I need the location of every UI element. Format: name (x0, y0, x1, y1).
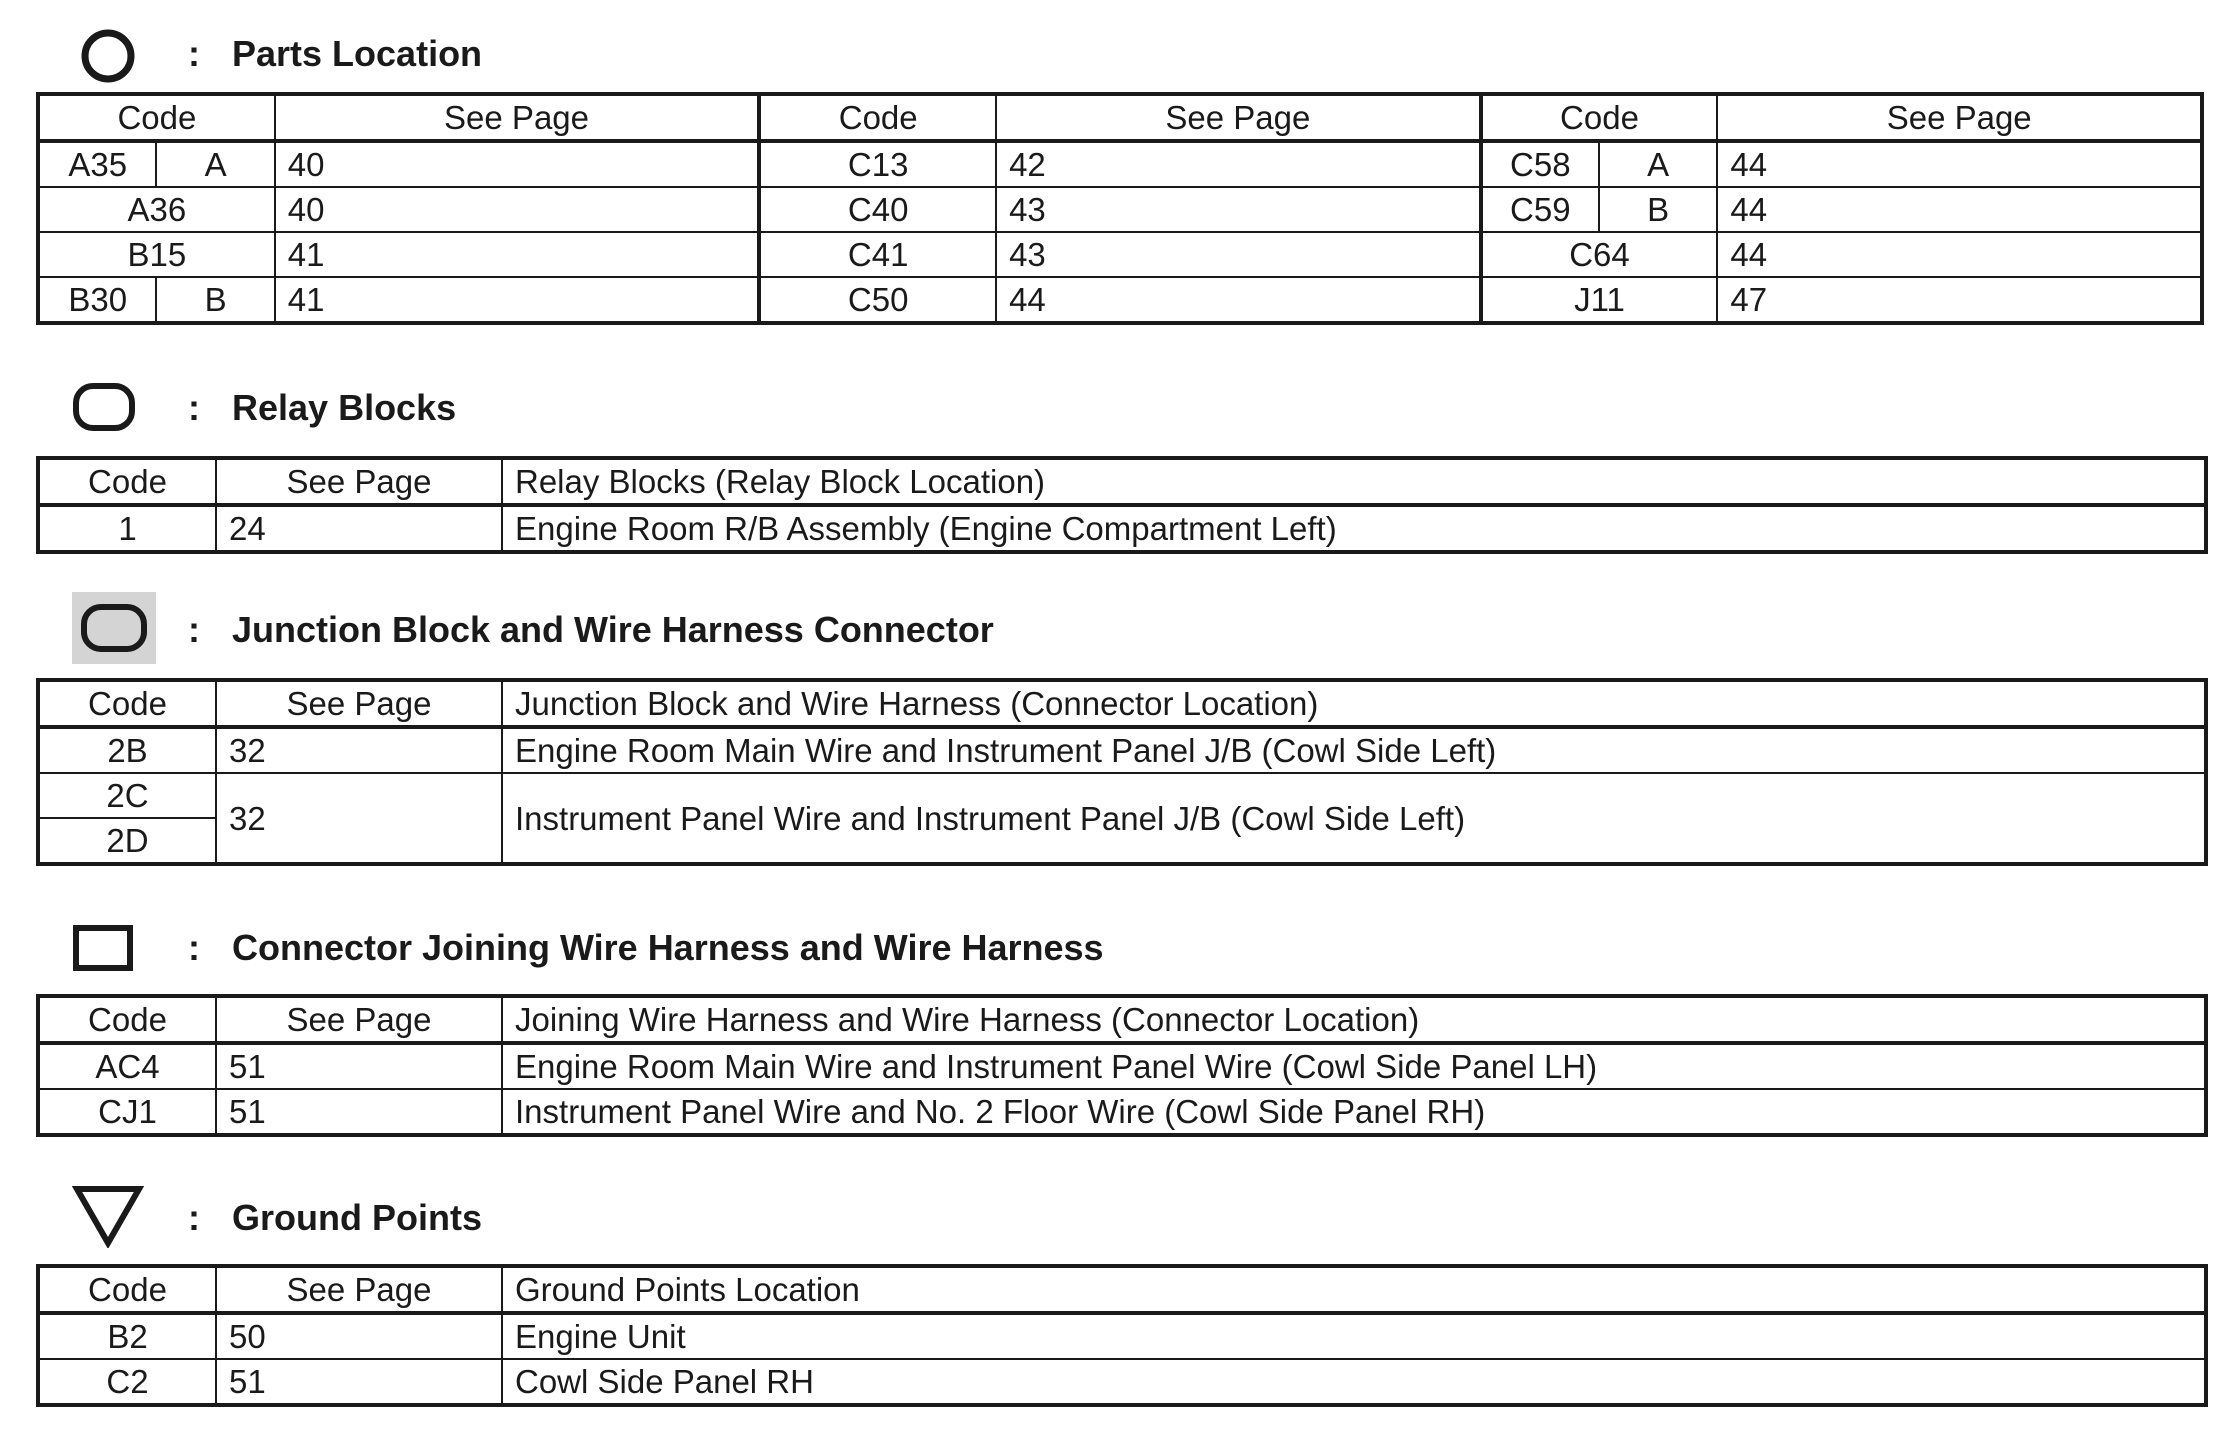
column-header: Code (38, 1266, 216, 1313)
page-cell: 42 (996, 141, 1481, 187)
page-cell: 43 (996, 232, 1481, 277)
code-cell: C2 (38, 1359, 216, 1405)
code-cell: B2 (38, 1313, 216, 1359)
description-cell: Engine Unit (502, 1313, 2206, 1359)
code-cell: C64 (1481, 232, 1718, 277)
column-header: See Page (216, 996, 502, 1043)
page-cell: 44 (1717, 187, 2202, 232)
section-title: Junction Block and Wire Harness Connector (232, 609, 994, 650)
column-header: Relay Blocks (Relay Block Location) (502, 458, 2206, 505)
code-cell: A35 (38, 141, 156, 187)
table-header-row (38, 996, 2206, 1043)
column-header: Code (38, 458, 216, 505)
code-cell: C40 (759, 187, 996, 232)
page-cell: 51 (216, 1089, 502, 1135)
code-cell: B30 (38, 277, 156, 323)
section-colon: : (188, 387, 200, 428)
page-cell: 41 (275, 232, 760, 277)
column-header: See Page (216, 680, 502, 727)
page-cell: 44 (1717, 141, 2202, 187)
code-cell: C59 (1481, 187, 1599, 232)
page-cell: 40 (275, 141, 760, 187)
sub-code-cell: B (156, 277, 274, 323)
table-header-row (38, 458, 2206, 505)
page-cell: 44 (996, 277, 1481, 323)
section-colon: : (188, 1197, 200, 1238)
column-header: Code (38, 680, 216, 727)
code-cell: CJ1 (38, 1089, 216, 1135)
table-row (38, 1089, 2206, 1135)
page-cell: 32 (216, 773, 502, 864)
sub-code-cell: B (1599, 187, 1717, 232)
shaded-rounded-rect-icon (72, 592, 156, 664)
column-header: Code (38, 996, 216, 1043)
section-title: Ground Points (232, 1197, 482, 1238)
column-header: See Page (216, 1266, 502, 1313)
code-cell: C41 (759, 232, 996, 277)
table-row (38, 1313, 2206, 1359)
sub-code-cell: A (156, 141, 274, 187)
page-cell: 44 (1717, 232, 2202, 277)
table-row (38, 505, 2206, 552)
code-cell: A36 (38, 187, 275, 232)
rectangle-icon (72, 924, 134, 972)
parts-location-table (36, 92, 2204, 325)
description-cell: Instrument Panel Wire and Instrument Panel J/B (Cowl Side Left) (502, 773, 2206, 864)
code-cell: C58 (1481, 141, 1599, 187)
section-title: Relay Blocks (232, 387, 457, 428)
column-header: See Page (216, 458, 502, 505)
description-cell: Engine Room R/B Assembly (Engine Compartment Left) (502, 505, 2206, 552)
section-colon: : (188, 33, 200, 74)
column-header: Ground Points Location (502, 1266, 2206, 1313)
column-header: See Page (275, 94, 760, 141)
page-cell: 41 (275, 277, 760, 323)
code-cell: 2B (38, 727, 216, 773)
column-header: See Page (996, 94, 1481, 141)
code-cell: B15 (38, 232, 275, 277)
table-header-row (38, 94, 2202, 141)
table-header-row (38, 1266, 2206, 1313)
table-row (38, 141, 2202, 187)
code-cell: 2C (38, 773, 216, 818)
table-row (38, 773, 2206, 818)
description-cell: Instrument Panel Wire and No. 2 Floor Wire (Cowl Side Panel RH) (502, 1089, 2206, 1135)
ground-points-table (36, 1264, 2208, 1407)
table-row (38, 1359, 2206, 1405)
page-cell: 43 (996, 187, 1481, 232)
column-header: Code (759, 94, 996, 141)
column-header: Joining Wire Harness and Wire Harness (Connector Location) (502, 996, 2206, 1043)
description-cell: Cowl Side Panel RH (502, 1359, 2206, 1405)
section-title: Connector Joining Wire Harness and Wire Harness (232, 927, 1104, 968)
page-cell: 40 (275, 187, 760, 232)
page-cell: 51 (216, 1043, 502, 1089)
circle-icon (80, 28, 136, 84)
description-cell: Engine Room Main Wire and Instrument Panel Wire (Cowl Side Panel LH) (502, 1043, 2206, 1089)
relay-blocks-table (36, 456, 2208, 554)
connector-joining-table (36, 994, 2208, 1137)
rounded-rect-icon (72, 382, 136, 432)
code-cell: AC4 (38, 1043, 216, 1089)
column-header: Code (38, 94, 275, 141)
code-cell: J11 (1481, 277, 1718, 323)
sub-code-cell: A (1599, 141, 1717, 187)
page-cell: 24 (216, 505, 502, 552)
description-cell: Engine Room Main Wire and Instrument Panel J/B (Cowl Side Left) (502, 727, 2206, 773)
triangle-icon (72, 1184, 144, 1248)
page-cell: 32 (216, 727, 502, 773)
section-title: Parts Location (232, 33, 483, 74)
section-colon: : (188, 609, 200, 650)
section-colon: : (188, 927, 200, 968)
table-row (38, 277, 2202, 323)
table-header-row (38, 680, 2206, 727)
code-cell: C50 (759, 277, 996, 323)
code-cell: C13 (759, 141, 996, 187)
table-row (38, 232, 2202, 277)
code-cell: 1 (38, 505, 216, 552)
column-header: Junction Block and Wire Harness (Connector Location) (502, 680, 2206, 727)
page-cell: 47 (1717, 277, 2202, 323)
column-header: See Page (1717, 94, 2202, 141)
junction-block-table (36, 678, 2208, 866)
page-cell: 50 (216, 1313, 502, 1359)
table-row (38, 1043, 2206, 1089)
page-cell: 51 (216, 1359, 502, 1405)
table-row (38, 727, 2206, 773)
column-header: Code (1481, 94, 1718, 141)
code-cell: 2D (38, 818, 216, 864)
table-row (38, 187, 2202, 232)
